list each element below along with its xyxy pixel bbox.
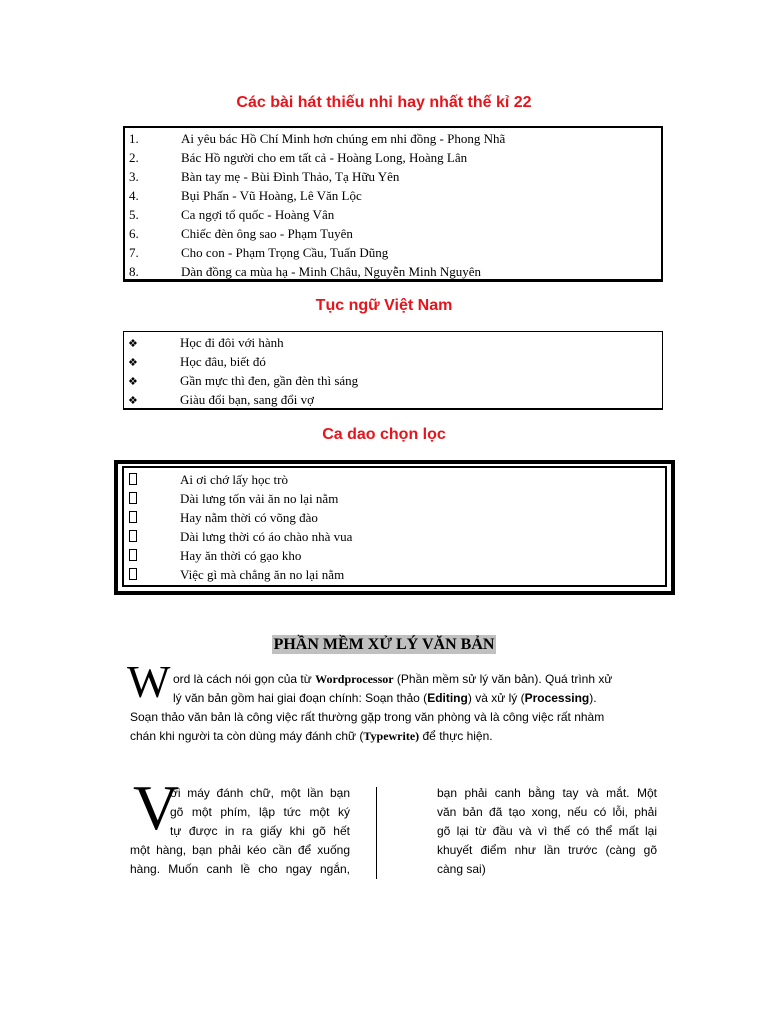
song-item: [129, 205, 335, 224]
dropcap-w: W: [127, 656, 171, 707]
folk-text: Hay nằm thời có võng đào: [180, 510, 318, 525]
proverb-text: Học đâu, biết đó: [180, 354, 266, 369]
folk-text: Dài lưng tốn vải ăn no lại nằm: [180, 491, 339, 506]
term-editing: Editing: [427, 691, 468, 705]
right-column-line: khuyết điểm như lần trước (càng gõ: [437, 843, 657, 857]
bullet-box-icon: [128, 527, 180, 546]
song-number: 7.: [129, 245, 139, 260]
song-item: [129, 224, 353, 243]
bullet-box-icon: [128, 546, 180, 565]
term-wordprocessor: Wordprocessor: [315, 672, 394, 686]
intro-text: ) và xử lý (: [467, 691, 525, 705]
folk-text: Dài lưng thời có áo chào nhà vua: [180, 529, 353, 544]
song-number: 3.: [129, 169, 139, 184]
dropcap-v: V: [133, 772, 180, 843]
intro-line-4: [130, 727, 645, 746]
song-number: 1.: [129, 131, 139, 146]
song-number: 5.: [129, 207, 139, 222]
diamond-bullet-icon: ❖: [128, 338, 138, 350]
folk-item: [128, 470, 288, 489]
proverb-text: Gần mực thì đen, gần đèn thì sáng: [180, 373, 359, 388]
proverb-item: [128, 333, 284, 352]
proverb-item: [128, 390, 314, 409]
term-typewrite: Typewrite): [363, 729, 420, 743]
bullet-box-icon: [128, 508, 180, 527]
folk-text: Việc gì mà chẳng ăn no lại nằm: [180, 567, 345, 582]
songs-title: Các bài hát thiếu nhi hay nhất thế kỉ 22: [236, 94, 532, 111]
diamond-bullet-icon: ❖: [128, 395, 138, 407]
bullet-box-icon: [128, 470, 180, 489]
folk-item: [128, 489, 339, 508]
diamond-bullet-icon: ❖: [128, 357, 138, 369]
left-column-line: gõ một phím, lập tức một ký: [170, 805, 350, 819]
section-title: PHẦN MỀM XỬ LÝ VĂN BẢN: [273, 636, 495, 653]
song-text: Cho con - Phạm Trọng Cầu, Tuấn Dũng: [181, 245, 389, 260]
proverb-item: [128, 371, 359, 390]
intro-text: chán khi người ta còn dùng máy đánh chữ (: [130, 729, 364, 743]
song-item: [129, 243, 389, 262]
song-number: 4.: [129, 188, 139, 203]
left-column-line: ới máy đánh chữ, một lần bạn: [170, 786, 350, 800]
song-text: Ai yêu bác Hồ Chí Minh hơn chúng em nhi đồng - Phong Nhã: [181, 131, 506, 146]
intro-line-1: [173, 670, 638, 689]
folk-item: [128, 546, 302, 565]
song-text: Bác Hồ người cho em tất cả - Hoàng Long, Hoàng Lân: [181, 150, 468, 165]
intro-line-3: Soạn thảo văn bản là công việc rất thường gặp trong văn phòng và là công việc rất nhàm: [130, 710, 605, 724]
songs-list-box: [123, 126, 663, 282]
song-text: Chiếc đèn ông sao - Phạm Tuyên: [181, 226, 353, 241]
folk-text: Hay ăn thời có gạo kho: [180, 548, 302, 563]
proverbs-list-box: [123, 331, 663, 410]
left-column-line: một hàng, bạn phải kéo cần để xuống: [130, 843, 350, 857]
song-number: 6.: [129, 226, 139, 241]
intro-line-2: [173, 689, 638, 708]
proverb-text: Học đi đôi với hành: [180, 335, 284, 350]
bullet-box-icon: [128, 489, 180, 508]
proverb-item: [128, 352, 266, 371]
right-column-line: gõ lại từ đầu và vì thế có thể mất lại: [437, 824, 657, 838]
column-separator: [376, 787, 377, 879]
left-column-line: hàng. Muốn canh lề cho ngay ngắn,: [130, 862, 350, 876]
song-text: Dàn đồng ca mùa hạ - Minh Châu, Nguyễn Minh Nguyên: [181, 264, 482, 279]
song-text: Bụi Phấn - Vũ Hoàng, Lê Văn Lộc: [181, 188, 362, 203]
song-text: Ca ngợi tổ quốc - Hoàng Vân: [181, 207, 335, 222]
term-processing: Processing: [524, 691, 590, 705]
folk-item: [128, 565, 345, 584]
folk-text: Ai ơi chớ lấy học trò: [180, 472, 288, 487]
song-number: 8.: [129, 264, 139, 279]
song-item: [129, 167, 400, 186]
proverb-text: Giàu đổi bạn, sang đổi vợ: [180, 392, 314, 407]
song-text: Bàn tay mẹ - Bùi Đình Thảo, Tạ Hữu Yên: [181, 169, 400, 184]
folk-inner-box: [122, 466, 667, 587]
intro-text: để thực hiện.: [419, 729, 493, 743]
intro-text: (Phần mềm sử lý văn bản). Quá trình xử: [393, 672, 613, 686]
intro-text: ).: [589, 691, 597, 705]
right-column-line: văn bản đã tạo xong, nếu có lỗi, phải: [437, 805, 657, 819]
right-column-line: bạn phải canh bằng tay và mắt. Một: [437, 786, 657, 800]
song-item: [129, 129, 506, 148]
intro-text: ord là cách nói gọn của từ: [173, 672, 316, 686]
folk-item: [128, 508, 318, 527]
left-column-line: tự được in ra giấy khi gõ hết: [170, 824, 350, 838]
intro-text: lý văn bản gồm hai giai đoạn chính: Soạn thảo (: [173, 691, 428, 705]
folk-item: [128, 527, 353, 546]
song-item: [129, 262, 482, 281]
right-column-line: càng sai): [437, 862, 486, 876]
bullet-box-icon: [128, 565, 180, 584]
folk-title: Ca dao chọn lọc: [322, 426, 446, 443]
section-title-wrap: [0, 636, 768, 654]
diamond-bullet-icon: ❖: [128, 376, 138, 388]
song-item: [129, 186, 362, 205]
song-item: [129, 148, 468, 167]
proverbs-title: Tục ngữ Việt Nam: [315, 297, 453, 314]
song-number: 2.: [129, 150, 139, 165]
